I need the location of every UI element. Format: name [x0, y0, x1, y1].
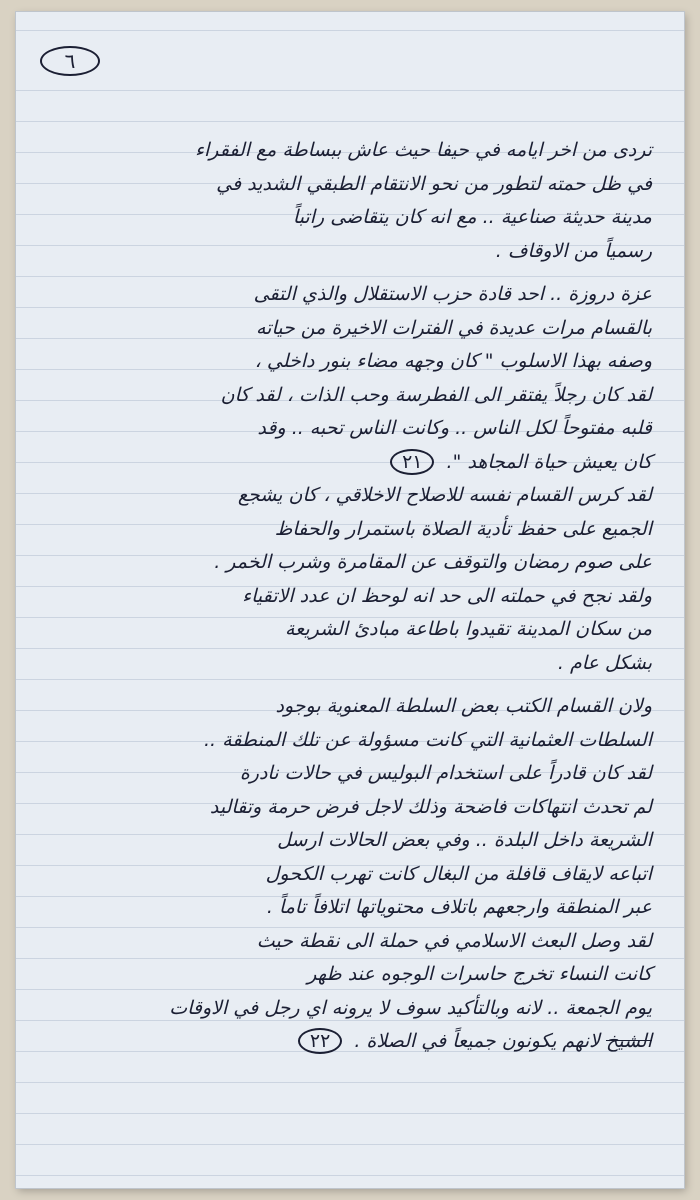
- line: لقد كان رجلاً يفتقر الى الفطرسة وحب الذات ، لقد كان: [220, 383, 652, 406]
- line: من سكان المدينة تقيدوا باطاعة مبادئ الشريعة: [284, 618, 652, 640]
- line: لقد كان قادراً على استخدام البوليس في حالات نادرة: [239, 762, 652, 784]
- line: لانهم يكونون جميعاً في الصلاة .: [354, 1030, 600, 1052]
- line: لم تحدث انتهاكات فاضحة وذلك لاجل فرض حرمة وتقاليد: [209, 795, 652, 818]
- line: يوم الجمعة .. لانه وبالتأكيد سوف لا يرونه اي رجل في الاوقات: [169, 996, 652, 1019]
- line: كانت النساء تخرج حاسرات الوجوه عند ظهر: [307, 963, 652, 985]
- line: تردى من اخر ايامه في حيفا حيث عاش ببساطة مع الفقراء: [195, 139, 652, 161]
- line: لقد كرس القسام نفسه للاصلاح الاخلاقي ، كان يشجع: [237, 484, 652, 506]
- line: السلطات العثمانية التي كانت مسؤولة عن تلك المنطقة ..: [204, 728, 652, 751]
- line: بالقسام مرات عديدة في الفترات الاخيرة من حياته: [255, 316, 652, 339]
- line: قلبه مفتوحاً لكل الناس .. وكانت الناس تحبه .. وقد: [257, 417, 652, 439]
- line: الشريعة داخل البلدة .. وفي بعض الحالات ارسل: [277, 829, 652, 851]
- line: ولان القسام الكتب بعض السلطة المعنوية بوجود: [275, 695, 652, 717]
- line: بشكل عام .: [557, 651, 652, 674]
- line: كان يعيش حياة المجاهد ".: [446, 450, 652, 473]
- paragraph-5: [50, 925, 652, 1059]
- line: وصفه بهذا الاسلوب " كان وجهه مضاء بنور داخلي ،: [254, 350, 652, 372]
- struck-word: الشيخ: [605, 1030, 652, 1052]
- line: عبر المنطقة وارجعهم باتلاف محتوياتها اتلافاً تاماً .: [266, 896, 652, 918]
- line: ولقد نجح في حملته الى حد انه لوحظ ان عدد الاتقياء: [242, 584, 652, 607]
- paragraph-3: [50, 479, 652, 680]
- line: مدينة حديثة صناعية .. مع انه كان يتقاضى راتباً: [292, 206, 652, 228]
- line: في ظل حمته لتطور من نحو الانتقام الطبقي الشديد في: [216, 172, 652, 195]
- footnote-ref: ٢١: [390, 449, 434, 475]
- line: اتباعه لايقاف قافلة من البغال كانت تهرب الكحول: [265, 862, 652, 885]
- paragraph-1: [50, 134, 652, 268]
- handwritten-text: [50, 134, 652, 1059]
- manuscript-page: [16, 12, 684, 1188]
- paragraph-4: [50, 690, 652, 925]
- line: عزة دروزة .. احد قادة حزب الاستقلال والذي التقى: [253, 283, 652, 305]
- line: على صوم رمضان والتوقف عن المقامرة وشرب الخمر .: [214, 551, 652, 573]
- line: رسمياً من الاوقاف .: [495, 239, 652, 262]
- page-number: [40, 46, 100, 76]
- paragraph-2: [50, 278, 652, 479]
- page-number-text: ٦: [64, 49, 76, 73]
- line: الجميع على حفظ تأدية الصلاة باستمرار والحفاظ: [274, 517, 652, 540]
- footnote-ref: ٢٢: [298, 1028, 342, 1054]
- line: لقد وصل البعث الاسلامي في حملة الى نقطة حيث: [256, 929, 652, 952]
